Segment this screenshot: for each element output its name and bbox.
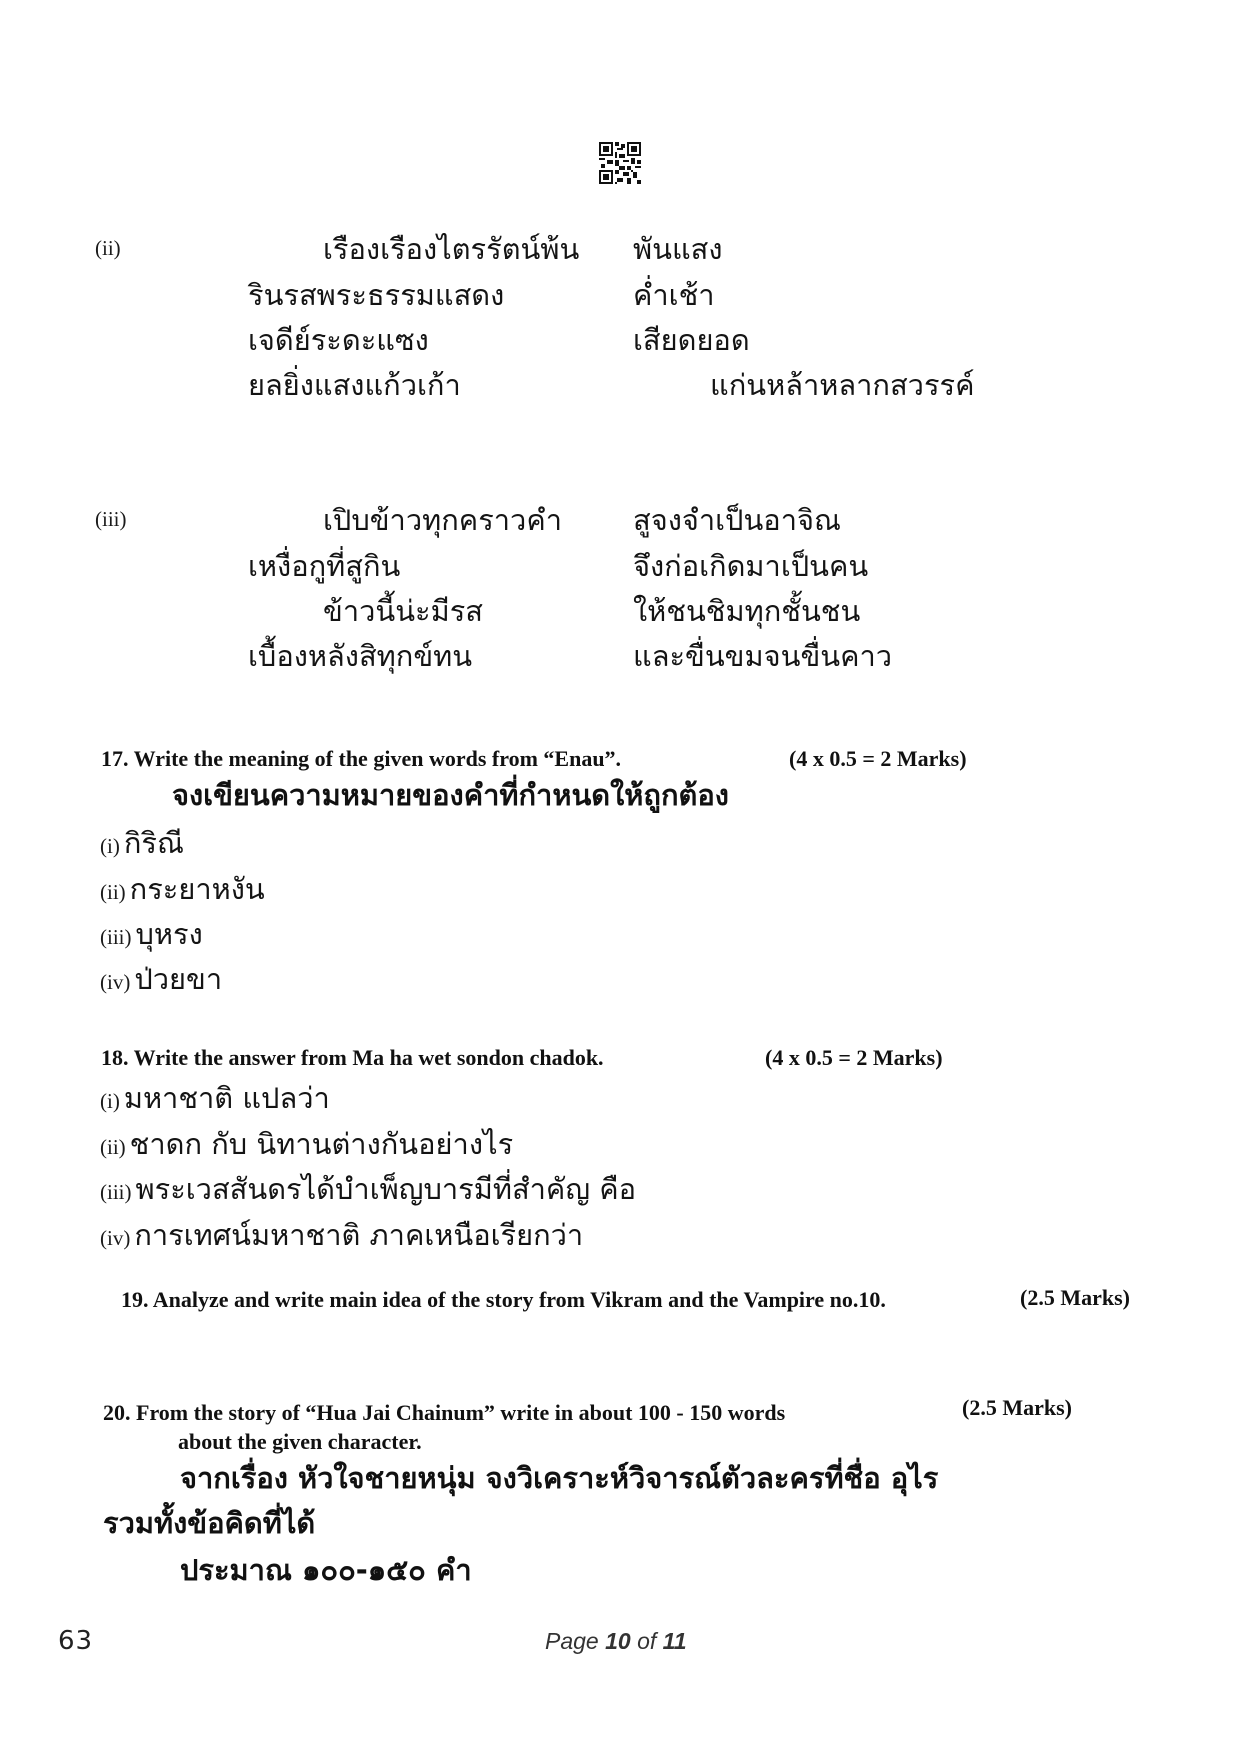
q17-item-text: กระยาหงัน (129, 872, 265, 906)
q18-item-label: (ii) (100, 1135, 126, 1159)
qr-code (599, 142, 641, 184)
q19-marks: (2.5 Marks) (1020, 1285, 1130, 1310)
page-prefix: Page (545, 1628, 599, 1654)
q18-item-label: (iii) (100, 1180, 132, 1204)
q18-item (100, 1121, 513, 1167)
poem-iii-line-2-right: จึงก่อเกิดมาเป็นคน (633, 549, 869, 583)
page-total: 11 (662, 1628, 687, 1654)
q17-title: 17. Write the meaning of the given words from “Enau”. (101, 746, 622, 771)
poem-ii-line-4-left: ยลยิ่งแสงแก้วเก้า (248, 368, 461, 402)
q17-instruction: จงเขียนความหมายของคำที่กำหนดให้ถูกต้อง (172, 778, 729, 812)
q17-item-label: (i) (100, 834, 120, 858)
q17-item (100, 866, 265, 912)
q18-item (100, 1075, 330, 1121)
q17-marks: (4 x 0.5 = 2 Marks) (789, 746, 967, 771)
q17-item-label: (iii) (100, 925, 132, 949)
q18-item-label: (i) (100, 1089, 120, 1113)
poem-ii-line-2-right: ค่ำเช้า (633, 278, 715, 312)
poem-ii-line-1-right: พันแสง (633, 232, 723, 266)
q17-item-label: (ii) (100, 880, 126, 904)
poem-ii-line-2-left: รินรสพระธรรมแสดง (248, 278, 505, 312)
q18-item (100, 1212, 583, 1258)
poem-iii-line-3-left: ข้าวนี้น่ะมีรส (323, 594, 484, 628)
q18-item-text: ชาดก กับ นิทานต่างกันอย่างไร (129, 1127, 514, 1161)
poem-iii-line-4-left: เบื้องหลังสิทุกข์ทน (248, 639, 473, 673)
q18-item-text: การเทศน์มหาชาติ ภาคเหนือเรียกว่า (134, 1218, 584, 1252)
footer-code: 63 (58, 1626, 94, 1656)
poem-ii-label: (ii) (95, 236, 121, 260)
poem-ii-line-1-left: เรืองเรืองไตรรัตน์พ้น (323, 232, 580, 266)
poem-ii-line-3-right: เสียดยอด (633, 323, 750, 357)
q20-marks: (2.5 Marks) (962, 1395, 1072, 1420)
q20-thai-line-2: รวมทั้งข้อคิดที่ได้ (103, 1506, 316, 1540)
page-current: 10 (605, 1628, 631, 1654)
poem-iii-line-2-left: เหงื่อกูที่สูกิน (248, 549, 401, 583)
poem-iii-line-1-right: สูจงจำเป็นอาจิณ (633, 503, 841, 537)
q17-item-text: กิริณี (123, 826, 184, 860)
q18-marks: (4 x 0.5 = 2 Marks) (765, 1045, 943, 1070)
poem-ii-line-4-right: แก่นหล้าหลากสวรรค์ (710, 368, 975, 402)
q18-item-text: มหาชาติ แปลว่า (123, 1081, 330, 1115)
poem-iii-line-1-left: เปิบข้าวทุกคราวคำ (323, 503, 563, 537)
poem-iii-label: (iii) (95, 507, 127, 531)
q20-title: 20. From the story of “Hua Jai Chainum” write in about 100 - 150 words (103, 1400, 786, 1425)
q17-item-text: ป่วยขา (134, 962, 223, 996)
q17-item (100, 956, 222, 1002)
q18-title: 18. Write the answer from Ma ha wet sondon chadok. (101, 1045, 604, 1070)
q18-item-label: (iv) (100, 1226, 131, 1250)
poem-iii-line-4-right: และขื่นขมจนขื่นคาว (633, 639, 893, 673)
q20-thai-line-1: จากเรื่อง หัวใจชายหนุ่ม จงวิเคราะห์วิจารณ์ตัวละครที่ชื่อ อุไร (180, 1461, 939, 1495)
q19-title: 19. Analyze and write main idea of the story from Vikram and the Vampire no.10. (121, 1287, 886, 1312)
page-of: of (637, 1628, 657, 1654)
q18-item (100, 1166, 636, 1212)
q18-item-text: พระเวสสันดรได้บำเพ็ญบารมีที่สำคัญ คือ (135, 1172, 637, 1206)
q20-thai-line-3: ประมาณ ๑๐๐-๑๕๐ คำ (180, 1553, 472, 1587)
q17-item (100, 820, 184, 866)
poem-iii-line-3-right: ให้ชนชิมทุกชั้นชน (633, 594, 861, 628)
q17-item (100, 911, 203, 957)
poem-ii-line-3-left: เจดีย์ระดะแซง (248, 323, 429, 357)
footer-page-indicator (545, 1628, 687, 1655)
q17-item-text: บุหรง (135, 917, 203, 951)
q20-title-line-2: about the given character. (178, 1429, 422, 1454)
q17-item-label: (iv) (100, 970, 131, 994)
